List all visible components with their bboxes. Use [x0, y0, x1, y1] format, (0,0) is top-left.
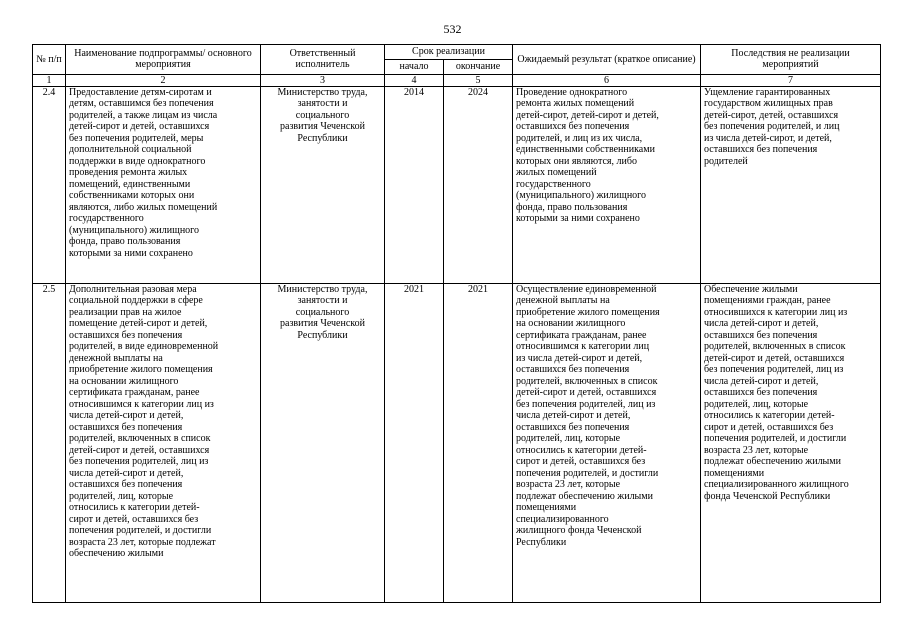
header-row-top	[33, 45, 881, 60]
start-year: 2021	[385, 283, 444, 602]
table-row	[33, 86, 881, 283]
header-col-name: Наименование подпрограммы/ основного мероприятия	[66, 45, 261, 75]
program-table	[32, 44, 881, 603]
column-number: 7	[701, 74, 881, 86]
column-number: 2	[66, 74, 261, 86]
activity-name: Предоставление детям-сиротам и детям, оставшимся без попечения родителей, а также лицам из числа детей-сирот и детей, оставшихся без попечения родителей, меры дополнительной социальной поддержки в виде однократного проведения ремонта жилых помещений, единственными собственниками которых они являются, либо жилых помещений государственного (муниципального) жилищного фонда, право пользования которыми за ними сохранено	[69, 86, 218, 259]
expected-result: Проведение однократного ремонта жилых помещений детей-сирот, детей-сирот и детей, оставшихся без попечения родителей, и лиц из их числа, единственными собственниками которых они являются, либо жилых помещений государственного (муниципального) жилищного фонда, право пользования которыми за ними сохранено	[516, 86, 659, 224]
end-year: 2021	[444, 283, 513, 602]
responsible-executor: Министерство труда, занятости и социального развития Чеченской Республики	[277, 86, 368, 144]
end-year: 2024	[444, 86, 513, 283]
column-number: 5	[444, 74, 513, 86]
start-year: 2014	[385, 86, 444, 283]
column-number: 6	[513, 74, 701, 86]
header-col-consequences: Последствия не реализации мероприятий	[701, 45, 881, 75]
header-col-result: Ожидаемый результат (краткое описание)	[513, 45, 701, 75]
activity-name: Дополнительная разовая мера социальной поддержки в сфере реализации прав на жилое помещение детей-сирот и детей, оставшихся без попечения родителей, в виде единовременной денежной выплаты на приобретение жилого помещения на основании жилищного сертификата гражданам, ранее относившимся к категории лиц из числа детей-сирот и детей, оставшихся без попечения родителей, включенных в список детей-сирот и детей, оставшихся без попечения родителей, лиц из числа детей-сирот и детей, оставшихся без попечения родителей, лиц, которые относились к категории детей- сирот и детей, оставшихся без попечения родителей, и достигли возраста 23 лет, которые подлежат обеспечению жилыми	[69, 283, 219, 559]
header-col-period: Срок реализации	[385, 45, 513, 60]
row-number: 2.5	[33, 283, 66, 602]
row-number: 2.4	[33, 86, 66, 283]
responsible-executor: Министерство труда, занятости и социального развития Чеченской Республики	[277, 283, 368, 341]
expected-result: Осуществление единовременной денежной выплаты на приобретение жилого помещения на основании жилищного сертификата гражданам, ранее относившимся к категории лиц из числа детей-сирот и детей, оставшихся без попечения родителей, включенных в список детей-сирот и детей, оставшихся без попечения родителей, лиц из числа детей-сирот и детей, оставшихся без попечения родителей, лиц, которые относились к категории детей- сирот и детей, оставшихся без попечения родителей, и достигли возраста 23 лет, которые подлежат обеспечению жилыми помещениями специализированного жилищного фонда Чеченской Республики	[516, 283, 660, 548]
header-col-start: начало	[385, 60, 444, 75]
consequences: Ущемление гарантированных государством жилищных прав детей-сирот, детей, оставшихся без попечения родителей, и лиц из числа детей-сирот, и детей, оставшихся без попечения родителей	[704, 86, 840, 167]
header-col-end: окончание	[444, 60, 513, 75]
header-col-no: № п/п	[33, 45, 66, 75]
column-number: 4	[385, 74, 444, 86]
column-number: 3	[261, 74, 385, 86]
header-col-executor: Ответственный исполнитель	[261, 45, 385, 75]
column-number-row	[33, 74, 881, 86]
column-number: 1	[33, 74, 66, 86]
page-number: 532	[443, 22, 462, 36]
consequences: Обеспечение жилыми помещениями граждан, ранее относившихся к категории лиц из числа детей-сирот и детей, оставшихся без попечения родителей, включенных в список детей-сирот и детей, оставшихся без попечения родителей, лиц из числа детей-сирот и детей, оставшихся без попечения родителей, лиц, которые относились к категории детей- сирот и детей, оставшихся без попечения родителей, и достигли возраста 23 лет, которые подлежат обеспечению жилыми помещениями специализированного жилищного фонда Чеченской Республики	[704, 283, 849, 502]
table-row	[33, 283, 881, 602]
